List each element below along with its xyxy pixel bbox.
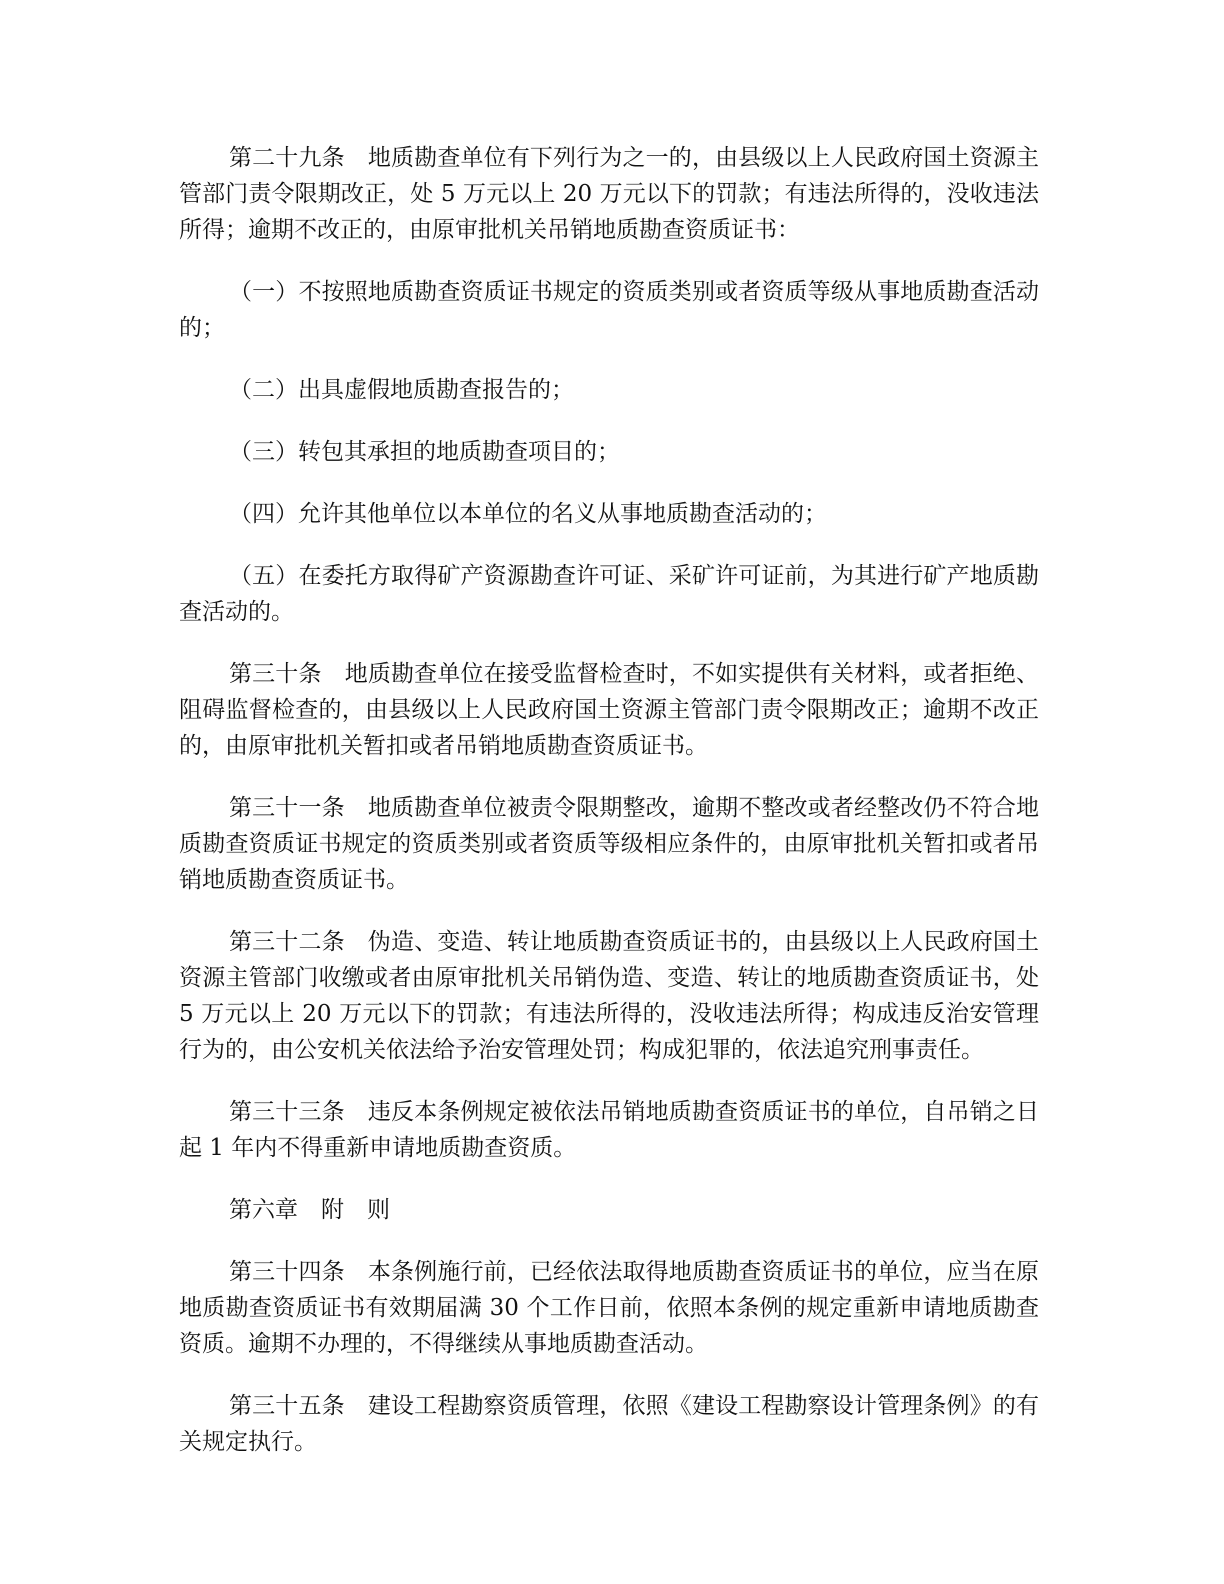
article-32-paragraph: 第三十二条 伪造、变造、转让地质勘查资质证书的，由县级以上人民政府国土资源主管部门收缴或者由原审批机关吊销伪造、变造、转让的地质勘查资质证书，处 5 万元以上 20 万元以下的罚款；有违法所得的，没收违法所得；构成违反治安管理行为的，由公安机关依法给予治安管理处罚；构成犯罪的，依法追究刑事责任。 xyxy=(179,929,1047,1063)
article-29-item-5: （五）在委托方取得矿产资源勘查许可证、采矿许可证前，为其进行矿产地质勘查活动的。 xyxy=(179,563,1039,625)
chapter-6-heading: 第六章 附 则 xyxy=(229,1197,390,1223)
article-34-paragraph: 第三十四条 本条例施行前，已经依法取得地质勘查资质证书的单位，应当在原地质勘查资质证书有效期届满 30 个工作日前，依照本条例的规定重新申请地质勘查资质。逾期不办理的，不得继续从事地质勘查活动。 xyxy=(179,1259,1039,1357)
article-31-paragraph: 第三十一条 地质勘查单位被责令限期整改，逾期不整改或者经整改仍不符合地质勘查资质证书规定的资质类别或者资质等级相应条件的，由原审批机关暂扣或者吊销地质勘查资质证书。 xyxy=(179,795,1039,893)
article-33-paragraph: 第三十三条 违反本条例规定被依法吊销地质勘查资质证书的单位，自吊销之日起 1 年内不得重新申请地质勘查资质。 xyxy=(179,1099,1039,1161)
article-29-item-4: （四）允许其他单位以本单位的名义从事地质勘查活动的； xyxy=(229,501,827,527)
article-29-item-1: （一）不按照地质勘查资质证书规定的资质类别或者资质等级从事地质勘查活动的； xyxy=(179,279,1039,341)
article-30-paragraph: 第三十条 地质勘查单位在接受监督检查时，不如实提供有关材料，或者拒绝、阻碍监督检查的，由县级以上人民政府国土资源主管部门责令限期改正；逾期不改正的，由原审批机关暂扣或者吊销地质勘查资质证书。 xyxy=(179,661,1039,759)
article-29-item-3: （三）转包其承担的地质勘查项目的； xyxy=(229,439,620,465)
article-35-paragraph: 第三十五条 建设工程勘察资质管理，依照《建设工程勘察设计管理条例》的有关规定执行。 xyxy=(179,1393,1039,1455)
article-29-item-2: （二）出具虚假地质勘查报告的； xyxy=(229,377,574,403)
document-page xyxy=(179,140,1047,1486)
article-29-paragraph: 第二十九条 地质勘查单位有下列行为之一的，由县级以上人民政府国土资源主管部门责令限期改正，处 5 万元以上 20 万元以下的罚款；有违法所得的，没收违法所得；逾期不改正的，由原审批机关吊销地质勘查资质证书： xyxy=(179,145,1039,243)
